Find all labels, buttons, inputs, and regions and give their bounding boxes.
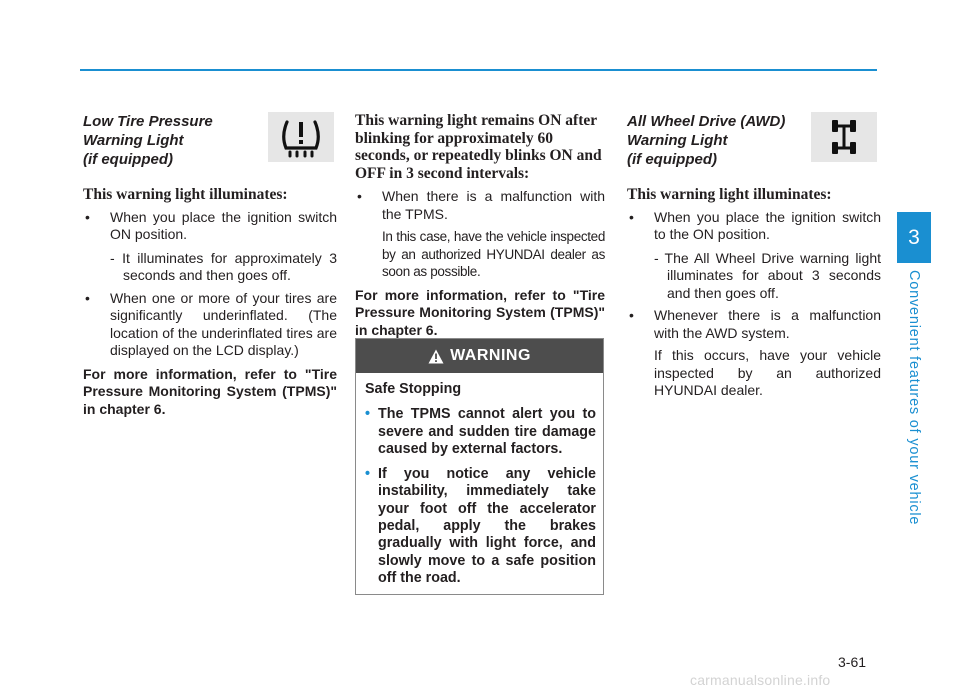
chapter-tab [897,212,931,263]
tire-pressure-warning-icon [268,112,334,162]
bullet-item: • When you place the ignition switch to the ON position. [627,209,881,244]
bullet-item: • When one or more of your tires are significantly underinflated. (The location of the underinflated tires are displayed on the LCD display.) [83,290,337,360]
awd-warning-icon [811,112,877,162]
top-rule [80,69,877,71]
lead-text: This warning light remains ON after blinking for approximately 60 seconds, or repeatedly blinks ON and OFF in 3 second intervals: [355,112,602,182]
warning-item: • The TPMS cannot alert you to severe and sudden tire damage caused by external factors. [365,406,596,458]
bullet-item: • When you place the ignition switch ON position. [83,209,337,244]
bullet-item: • When there is a malfunction with the TPMS. [355,188,605,223]
warning-item: • If you notice any vehicle instability, immediately take your foot off the accelerator pedal, apply the brakes gradually with light force, and slowly move to a safe position off the road. [365,466,596,587]
warning-subtitle: Safe Stopping [365,381,462,397]
lead-text: This warning light illuminates: [83,186,288,203]
warning-title: WARNING [450,347,531,364]
section-heading-awd: All Wheel Drive (AWD) Warning Light (if equipped) [627,113,786,168]
sub-item: - The All Wheel Drive warning light illuminates for about 3 seconds and then goes off. [654,249,881,301]
more-info-text: For more information, refer to "Tire Pressure Monitoring System (TPMS)" in chapter 6. [83,365,337,417]
sub-item: - It illuminates for approximately 3 seconds and then goes off. [110,249,337,283]
page-number: 3-61 [838,654,867,670]
bullet-item: • Whenever there is a malfunction with the AWD system. [627,307,881,342]
watermark: carmanualsonline.info [690,672,831,688]
chapter-title: Convenient features of your vehicle [906,270,922,526]
note-text: If this occurs, have your vehicle inspected by an authorized HYUNDAI dealer. [654,347,881,398]
warning-triangle-icon [428,349,444,364]
note-text: In this case, have the vehicle inspected by an authorized HYUNDAI dealer as soon as possible. [382,229,605,279]
column-tpms-malfunction [355,112,605,339]
chapter-number: 3 [908,225,920,249]
lead-text: This warning light illuminates: [627,186,832,203]
section-heading-low-tire-pressure: Low Tire Pressure Warning Light (if equipped) [83,113,213,168]
warning-header [356,339,603,373]
warning-box [355,338,604,595]
more-info-text: For more information, refer to "Tire Pressure Monitoring System (TPMS)" in chapter 6. [355,286,605,338]
